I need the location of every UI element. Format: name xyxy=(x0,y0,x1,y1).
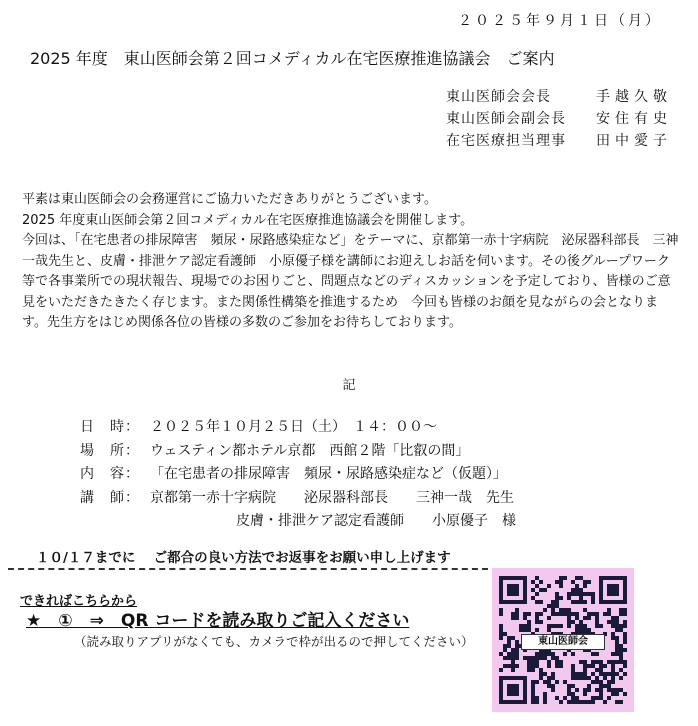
detail-label: 講 師： xyxy=(80,489,140,506)
event-details xyxy=(80,416,516,534)
signatory-role: 東山医師会副会長 xyxy=(446,111,566,127)
reply-here-label: できればこちらから xyxy=(20,594,138,609)
detail-row-place xyxy=(80,440,516,464)
detail-row-date xyxy=(80,416,516,440)
body-text xyxy=(22,190,682,334)
detail-value: ２０２５年１０月２５日（土） １４：００～ xyxy=(150,419,437,435)
document-title: 2025 年度 東山医師会第２回コメディカル在宅医療推進協議会 ご案内 xyxy=(30,49,555,68)
detail-value: ウェスティン都ホテル京都 西館２階「比叡の間」 xyxy=(150,442,470,459)
document-date: ２０２５年９月１日（月） xyxy=(458,13,662,29)
signatory-row xyxy=(446,108,672,130)
signatory-row xyxy=(446,130,672,152)
signatory-name: 手越久敬 xyxy=(596,89,672,105)
ki-heading: 記 xyxy=(342,378,356,393)
qr-instruction: ★ ① ⇒ QR コードを読み取りご記入ください xyxy=(26,611,410,631)
detail-label: 内 容： xyxy=(80,466,140,482)
dashed-divider xyxy=(8,568,488,570)
detail-row-content xyxy=(80,463,516,487)
detail-value: 「在宅患者の排尿障害 頻尿・尿路感染症など（仮題）」 xyxy=(150,466,507,482)
detail-row-lecturer-2 xyxy=(80,510,516,534)
qr-code[interactable] xyxy=(492,568,634,712)
qr-note: （読み取りアプリがなくても、カメラで枠が出るので押してください） xyxy=(74,634,474,649)
detail-label: 日 時： xyxy=(80,419,140,435)
signatory-name: 安住有史 xyxy=(596,111,672,127)
detail-value: 皮膚・排泄ケア認定看護師 小原優子 様 xyxy=(236,513,516,529)
body-paragraph: 2025 年度東山医師会第２回コメディカル在宅医療推進協議会を開催します。 xyxy=(22,212,474,228)
signatory-name: 田中愛子 xyxy=(596,133,672,149)
signatory-role: 東山医師会会長 xyxy=(446,89,551,105)
detail-value: 京都第一赤十字病院 泌尿器科部長 三神一哉 先生 xyxy=(150,489,514,506)
signatory-block xyxy=(446,86,672,152)
signatory-row xyxy=(446,86,672,108)
body-paragraph: 今回は、「在宅患者の排尿障害 頻尿・尿路感染症など」をテーマに、京都第一赤十字病院 泌尿器科部長 三神一哉先生と、皮膚・排泄ケア認定看護師 小原優子様を講師にお迎えしお話を伺います。その後グループワーク等で各事業所での現状報告、現場でのお困りごと、問題点などのディスカッションを予定しており、皆様のご意見をいただきたきたく存じます。また関係性構築を推進するため 今回も皆様のお顔を見ながらの会となります。先生方をはじめ関係各位の皆様の多数のご参加をお待ちしております。 xyxy=(22,233,679,330)
qr-center-label: 東山医師会 xyxy=(521,634,605,650)
body-paragraph: 平素は東山医師会の会務運営にご協力いただきありがとうございます。 xyxy=(22,192,437,207)
detail-row-lecturer xyxy=(80,487,516,511)
detail-label: 場 所： xyxy=(80,442,140,459)
reply-deadline: １０/１７までに ご都合の良い方法でお返事をお願い申し上げます xyxy=(36,550,451,566)
signatory-role: 在宅医療担当理事 xyxy=(446,133,566,149)
